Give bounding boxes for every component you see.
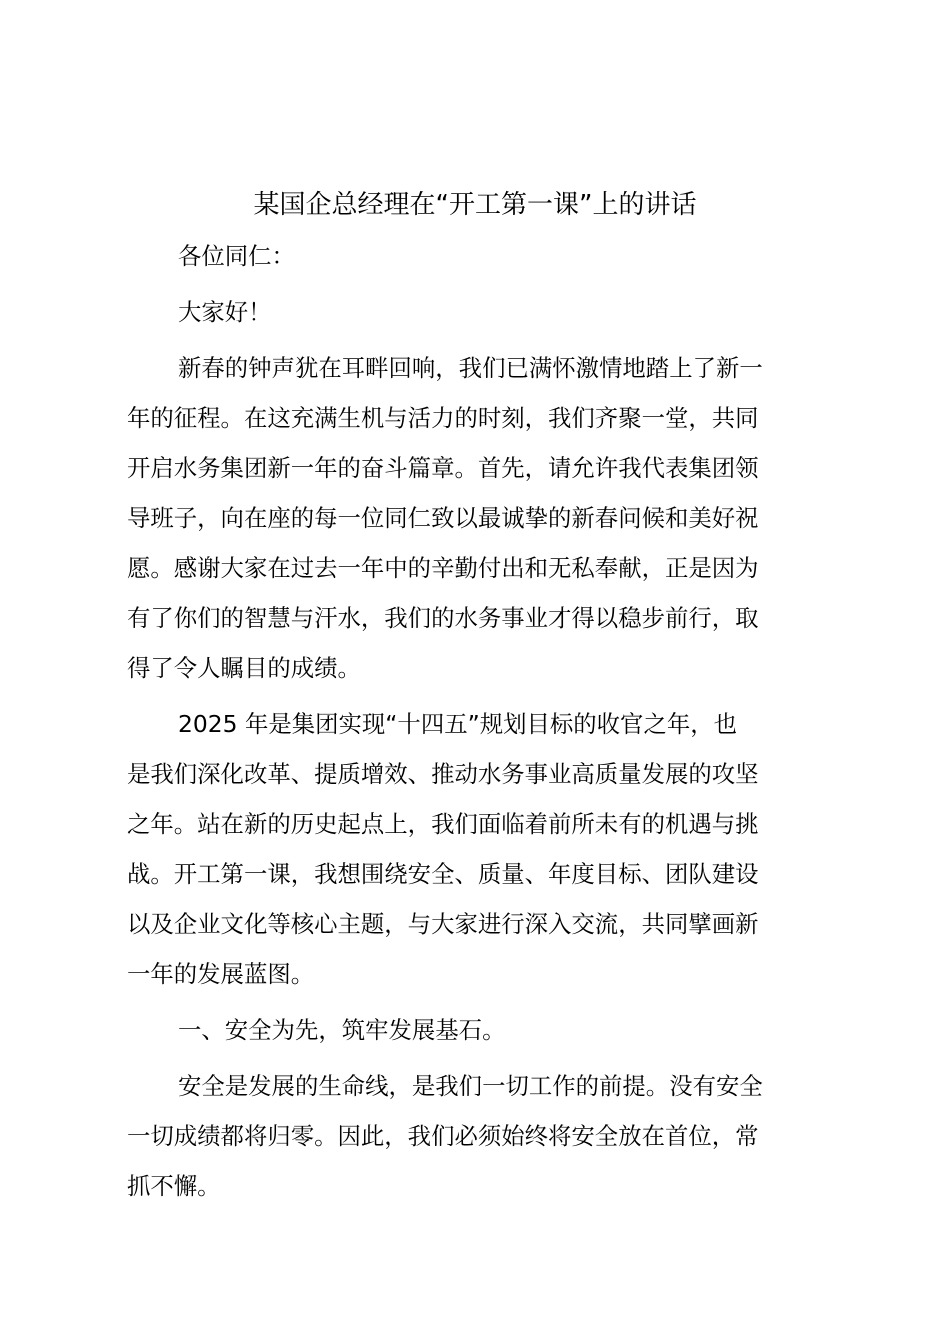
paragraph-safety bbox=[127, 1061, 833, 1211]
document-body bbox=[127, 231, 833, 1217]
text-line: 安全是发展的生命线，是我们一切工作的前提。没有安全 bbox=[178, 1072, 763, 1100]
text-line: 之年。站在新的历史起点上，我们面临着前所未有的机遇与挑 bbox=[127, 810, 759, 838]
greeting: 大家好！ bbox=[178, 298, 272, 326]
text-line: 导班子，向在座的每一位同仁致以最诚挚的新春问候和美好祝 bbox=[127, 504, 759, 532]
salutation: 各位同仁： bbox=[178, 242, 295, 270]
paragraph-opening bbox=[127, 343, 833, 693]
text-line: 战。开工第一课，我想围绕安全、质量、年度目标、团队建设 bbox=[127, 860, 759, 888]
text-line: 开启水务集团新一年的奋斗篇章。首先，请允许我代表集团领 bbox=[127, 454, 759, 482]
section-heading: 一、安全为先，筑牢发展基石。 bbox=[178, 1016, 506, 1044]
text-line: 年的征程。在这充满生机与活力的时刻，我们齐聚一堂，共同 bbox=[127, 404, 759, 432]
text-line: 愿。感谢大家在过去一年中的辛勤付出和无私奉献，正是因为 bbox=[127, 554, 759, 582]
text-line: 新春的钟声犹在耳畔回响，我们已满怀激情地踏上了新一 bbox=[178, 354, 763, 382]
text-line: 以及企业文化等核心主题，与大家进行深入交流，共同擘画新 bbox=[127, 910, 759, 938]
document-title: 某国企总经理在“开工第一课”上的讲话 bbox=[253, 190, 697, 220]
paragraph-2025 bbox=[127, 699, 833, 999]
text-line: 2025 年是集团实现“十四五”规划目标的收官之年，也 bbox=[178, 710, 738, 738]
text-line: 抓不懈。 bbox=[127, 1172, 221, 1200]
text-line: 得了令人瞩目的成绩。 bbox=[127, 654, 361, 682]
text-line: 一年的发展蓝图。 bbox=[127, 960, 315, 988]
text-line: 有了你们的智慧与汗水，我们的水务事业才得以稳步前行，取 bbox=[127, 604, 759, 632]
text-line: 一切成绩都将归零。因此，我们必须始终将安全放在首位，常 bbox=[127, 1122, 759, 1150]
text-line: 是我们深化改革、提质增效、推动水务事业高质量发展的攻坚 bbox=[127, 760, 759, 788]
